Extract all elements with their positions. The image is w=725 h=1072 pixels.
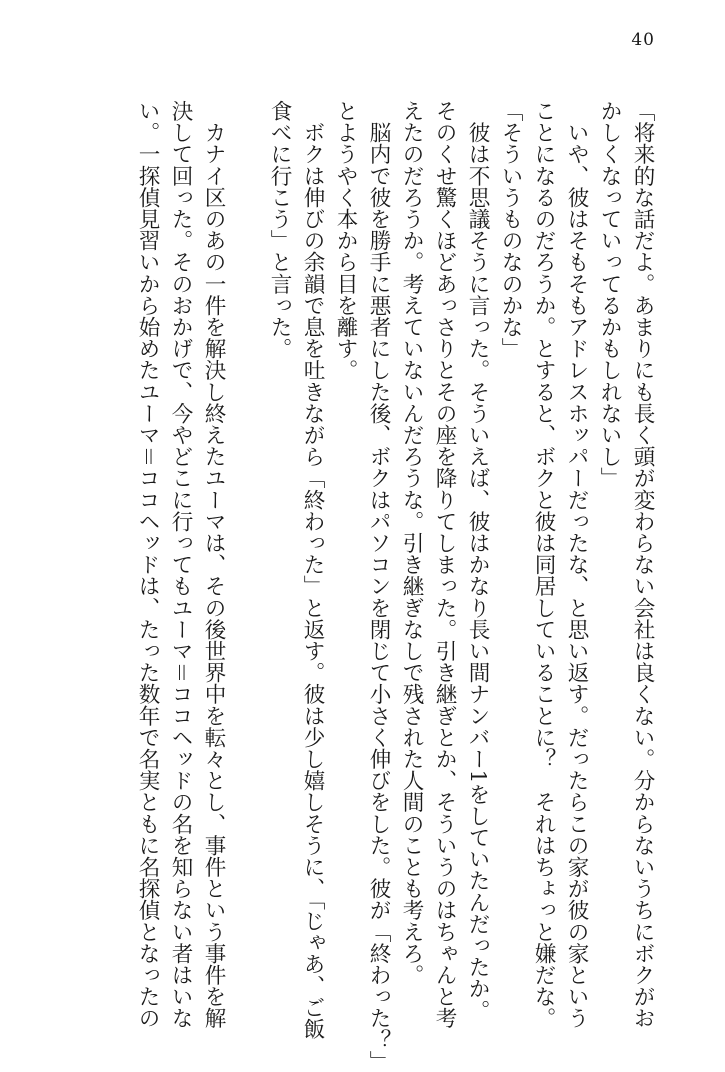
page-number: 40	[631, 30, 655, 50]
blank-line	[230, 100, 263, 962]
text-line: い。一探偵見習いから始めたユーマ＝ココヘッドは、たった数年で名実ともに名探偵となったの	[135, 100, 160, 1029]
text-line: 脳内で彼を勝手に悪者にした後、ボクはパソコンを閉じて小さく伸びをした。彼が「終わった？」	[366, 100, 391, 1072]
text-line: ことになるのだろうか。とすると、ボクと彼は同居していることに？ それはちょっと嫌だな。	[531, 100, 556, 1029]
body-text	[131, 100, 659, 1072]
text-line: かしくなっていってるかもしれないし」	[597, 100, 622, 489]
text-line: えたのだろうか。考えていないんだろうな。引き継ぎなしで残された人間のことも考えろ。	[399, 100, 424, 986]
text-line: カナイ区のあの一件を解決し終えたユーマは、その後世界中を転々とし、事件という事件を解	[201, 100, 226, 1029]
text-line: 「将来的な話だよ。あまりにも長く頭が変わらない会社は良くない。分からないうちにボクがお	[630, 100, 655, 1029]
text-line: いや、彼はそもそもアドレスホッパーだったな、と思い返す。だったらこの家が彼の家という	[564, 100, 589, 1029]
text-line: 「そういうものなのかな」	[498, 100, 523, 360]
text-line: 食べに行こう」と言った。	[267, 100, 292, 360]
text-line: そのくせ驚くほどあっさりとその座を降りてしまった。引き継ぎとか、そういうのはちゃんと考	[432, 100, 457, 1029]
text-line: とようやく本から目を離す。	[333, 100, 358, 381]
text-line: 決して回った。そのおかげで、今やどこに行ってもユーマ＝ココヘッドの名を知らない者はいな	[168, 100, 193, 1029]
text-line: 彼は不思議そうに言った。そういえば、彼はかなり長い間ナンバー1をしていたんだったか。	[465, 100, 490, 1021]
text-line: ボクは伸びの余韻で息を吐きながら「終わった」と返す。彼は少し嬉しそうに、「じゃあ、ご飯	[300, 100, 325, 1040]
